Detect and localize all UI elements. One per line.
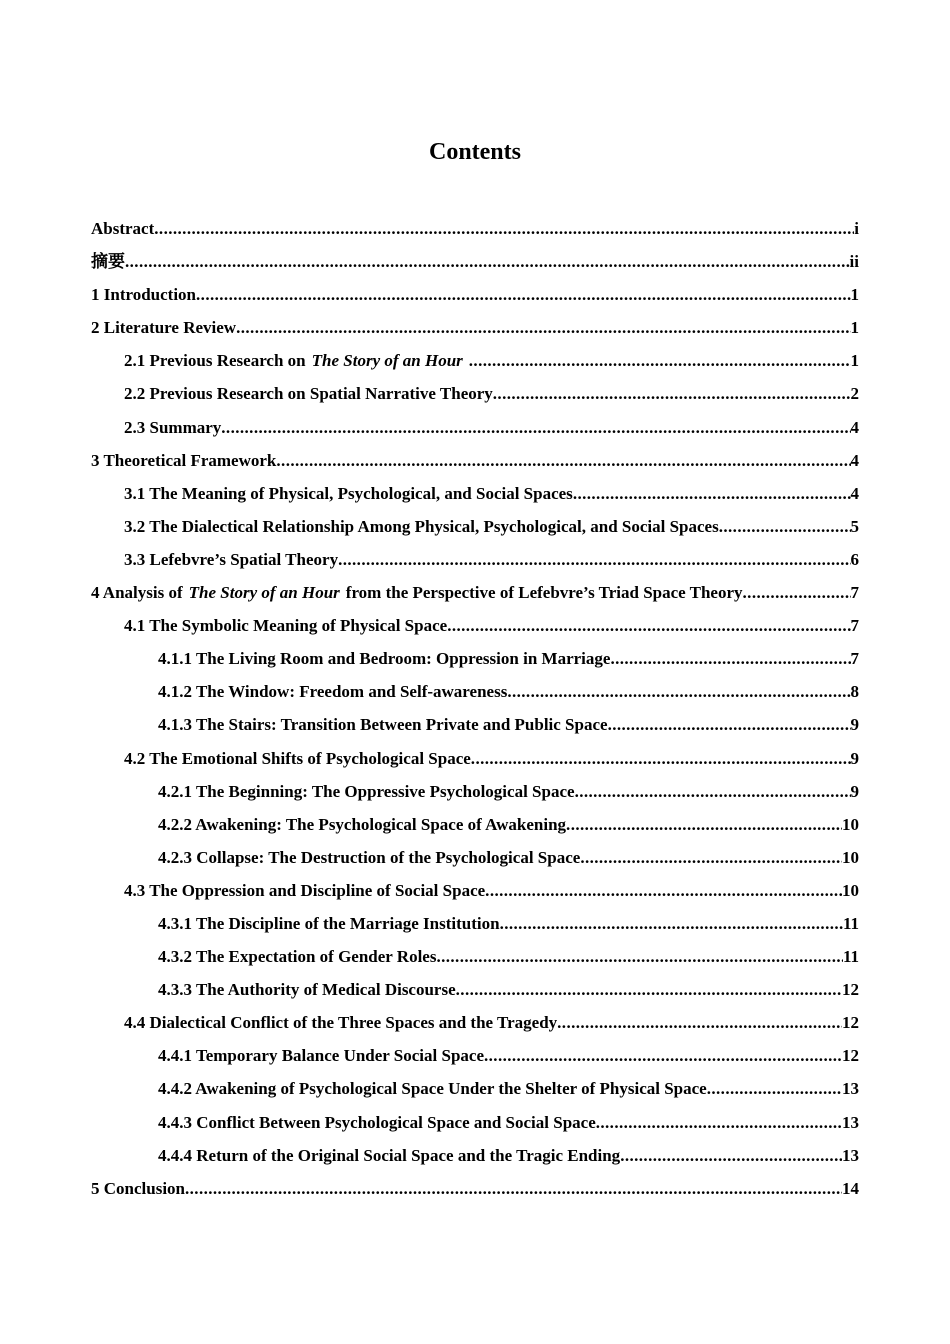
toc-entry-label bbox=[124, 609, 447, 642]
toc-entry-label bbox=[158, 1072, 707, 1105]
dot-leader bbox=[338, 543, 850, 576]
toc-entry-text: 2.3 Summary bbox=[124, 417, 222, 437]
toc-entry[interactable] bbox=[91, 1039, 859, 1072]
toc-entry-text: 4.3 The Oppression and Discipline of Social Space bbox=[124, 880, 486, 900]
toc-entry-text: 4.1.2 The Window: Freedom and Self-awareness bbox=[158, 682, 508, 702]
toc-entry[interactable] bbox=[91, 212, 859, 245]
page-title: Contents bbox=[428, 139, 521, 165]
dot-leader bbox=[436, 940, 842, 973]
toc-entry-text: 5 Conclusion bbox=[91, 1178, 185, 1198]
toc-page-number: 8 bbox=[850, 682, 859, 702]
dot-leader bbox=[557, 1006, 842, 1039]
toc-entry[interactable] bbox=[91, 411, 859, 444]
toc-entry[interactable] bbox=[91, 808, 859, 841]
toc-entry-text: Abstract bbox=[91, 219, 155, 238]
toc-entry-label bbox=[158, 675, 507, 708]
toc-page-number: 5 bbox=[850, 516, 859, 536]
toc-page-number: i bbox=[854, 219, 859, 238]
dot-leader bbox=[507, 675, 850, 708]
toc-entry-label bbox=[91, 444, 276, 477]
dot-leader bbox=[493, 377, 851, 410]
toc-entry-label bbox=[158, 1139, 620, 1172]
toc-entry-text: 4.2.1 The Beginning: The Oppressive Psychological Space bbox=[158, 781, 575, 801]
dot-leader bbox=[221, 411, 850, 444]
toc-entry-label bbox=[91, 245, 125, 278]
dot-leader bbox=[500, 907, 843, 940]
toc-entry-text: 2 Literature Review bbox=[91, 318, 237, 338]
toc-entry-text: 4.2.2 Awakening: The Psychological Space of Awakening bbox=[158, 814, 567, 834]
toc-entry-text: 摘要 bbox=[91, 252, 125, 272]
dot-leader bbox=[236, 311, 850, 344]
toc-entry-label bbox=[124, 377, 493, 410]
toc-entry[interactable] bbox=[91, 477, 859, 510]
dot-leader bbox=[484, 1039, 842, 1072]
toc-entry[interactable] bbox=[91, 675, 859, 708]
toc-entry-label bbox=[158, 973, 456, 1006]
toc-page-number: 14 bbox=[842, 1178, 859, 1198]
toc-entry-text: 4.4.1 Temporary Balance Under Social Space bbox=[158, 1046, 484, 1066]
toc-entry[interactable] bbox=[91, 1072, 859, 1105]
toc-entry-text: 3.1 The Meaning of Physical, Psychological, and Social Spaces bbox=[124, 483, 573, 503]
toc-page-number: 6 bbox=[850, 549, 859, 569]
toc-entry-text: 4.4.2 Awakening of Psychological Space Under the Shelter of Physical Space bbox=[158, 1079, 707, 1099]
toc-entry-work-title: The Story of an Hour bbox=[311, 351, 463, 371]
dot-leader bbox=[185, 1172, 842, 1205]
dot-leader bbox=[566, 808, 842, 841]
toc-entry[interactable] bbox=[91, 1106, 859, 1139]
toc-entry-work-title: The Story of an Hour bbox=[188, 583, 340, 603]
dot-leader bbox=[610, 642, 850, 675]
toc-entry[interactable] bbox=[91, 940, 859, 973]
toc-page-number: 4 bbox=[850, 483, 859, 503]
dot-leader bbox=[196, 278, 850, 311]
dot-leader bbox=[469, 344, 851, 377]
toc-entry-text: 2.2 Previous Research on Spatial Narrative Theory bbox=[124, 384, 493, 404]
toc-entry-label bbox=[158, 1039, 484, 1072]
toc-entry-label bbox=[158, 642, 610, 675]
toc-entry-label bbox=[124, 543, 338, 576]
toc-entry[interactable] bbox=[91, 543, 859, 576]
toc-page-number: 7 bbox=[850, 616, 859, 636]
toc-page-number: 12 bbox=[842, 1013, 859, 1033]
toc-page-number: 9 bbox=[850, 715, 859, 735]
dot-leader bbox=[580, 841, 842, 874]
toc-entry-label bbox=[158, 940, 436, 973]
toc-entry-text: 4.3.1 The Discipline of the Marriage Institution bbox=[158, 913, 500, 933]
dot-leader bbox=[573, 477, 851, 510]
toc-page-number: ii bbox=[849, 252, 859, 272]
toc-page-number: 12 bbox=[842, 1046, 859, 1066]
table-of-contents bbox=[91, 212, 859, 1205]
toc-entry[interactable] bbox=[91, 444, 859, 477]
toc-entry[interactable] bbox=[91, 377, 859, 410]
toc-entry-text: 4.1.1 The Living Room and Bedroom: Oppression in Marriage bbox=[158, 649, 611, 669]
toc-entry-label bbox=[91, 576, 743, 609]
toc-entry-label bbox=[91, 212, 154, 245]
toc-entry-label bbox=[91, 278, 196, 311]
dot-leader bbox=[608, 708, 851, 741]
toc-entry-text: 4.2.3 Collapse: The Destruction of the Psychological Space bbox=[158, 847, 581, 867]
toc-page-number: 12 bbox=[842, 980, 859, 1000]
toc-entry[interactable] bbox=[91, 344, 859, 377]
dot-leader bbox=[276, 444, 850, 477]
toc-entry[interactable] bbox=[91, 742, 859, 775]
toc-page-number: 13 bbox=[842, 1079, 859, 1099]
toc-entry[interactable] bbox=[91, 278, 859, 311]
toc-entry[interactable] bbox=[91, 1006, 859, 1039]
toc-entry-label bbox=[124, 411, 221, 444]
dot-leader bbox=[719, 510, 851, 543]
toc-entry[interactable] bbox=[91, 874, 859, 907]
toc-entry[interactable] bbox=[91, 609, 859, 642]
toc-entry-text: 4.4 Dialectical Conflict of the Three Spaces and the Tragedy bbox=[124, 1013, 558, 1033]
toc-entry-label bbox=[124, 510, 719, 543]
dot-leader bbox=[620, 1139, 842, 1172]
toc-entry-label bbox=[158, 841, 580, 874]
toc-page-number: 1 bbox=[850, 351, 859, 371]
toc-entry[interactable] bbox=[91, 642, 859, 675]
toc-entry-text: 4.1.3 The Stairs: Transition Between Private and Public Space bbox=[158, 715, 608, 735]
toc-page-number: 10 bbox=[842, 847, 859, 867]
toc-entry[interactable] bbox=[91, 311, 859, 344]
toc-page-number: 9 bbox=[850, 781, 859, 801]
toc-entry-label bbox=[158, 907, 500, 940]
toc-entry-label bbox=[124, 477, 573, 510]
dot-leader bbox=[707, 1072, 842, 1105]
toc-page-number: 10 bbox=[842, 880, 859, 900]
toc-entry-label bbox=[158, 1106, 596, 1139]
toc-page-number: 1 bbox=[850, 318, 859, 338]
toc-entry[interactable] bbox=[91, 708, 859, 741]
toc-entry[interactable] bbox=[91, 576, 859, 609]
toc-entry[interactable] bbox=[91, 973, 859, 1006]
toc-page-number: 4 bbox=[850, 417, 859, 437]
toc-entry-text: 2.1 Previous Research on bbox=[124, 351, 306, 371]
dot-leader bbox=[125, 245, 850, 278]
toc-page-number: 7 bbox=[850, 649, 859, 669]
toc-page-number: 13 bbox=[842, 1145, 859, 1165]
toc-entry-text: 4.2 The Emotional Shifts of Psychological Space bbox=[124, 748, 471, 768]
toc-entry-label bbox=[91, 1172, 185, 1205]
toc-page-number: 11 bbox=[842, 913, 859, 933]
toc-entry-label bbox=[158, 708, 608, 741]
toc-entry-text: 4.3.3 The Authority of Medical Discourse bbox=[158, 980, 456, 1000]
toc-page-number: 10 bbox=[842, 814, 859, 834]
toc-entry-label bbox=[124, 1006, 557, 1039]
toc-entry[interactable] bbox=[91, 1172, 859, 1205]
toc-entry-text: 4 Analysis of bbox=[91, 583, 183, 603]
toc-entry-text: 1 Introduction bbox=[91, 285, 197, 305]
toc-entry-label bbox=[158, 808, 566, 841]
toc-entry-text: 3 Theoretical Framework bbox=[91, 450, 277, 470]
dot-leader bbox=[743, 576, 851, 609]
toc-entry-label bbox=[158, 775, 575, 808]
toc-entry-text: 3.3 Lefebvre’s Spatial Theory bbox=[124, 549, 339, 569]
toc-entry-text: 4.4.3 Conflict Between Psychological Space and Social Space bbox=[158, 1112, 596, 1132]
toc-entry-label bbox=[124, 344, 469, 377]
toc-page-number: 7 bbox=[850, 583, 859, 603]
toc-entry[interactable] bbox=[91, 1139, 859, 1172]
toc-entry-label bbox=[124, 742, 471, 775]
toc-entry-label bbox=[91, 311, 236, 344]
toc-entry[interactable] bbox=[91, 907, 859, 940]
toc-entry-text: 3.2 The Dialectical Relationship Among Physical, Psychological, and Social Spaces bbox=[124, 516, 719, 536]
toc-entry[interactable] bbox=[91, 775, 859, 808]
toc-page-number: 13 bbox=[842, 1112, 859, 1132]
toc-entry[interactable] bbox=[91, 510, 859, 543]
toc-page-number: 9 bbox=[850, 748, 859, 768]
dot-leader bbox=[447, 609, 850, 642]
toc-entry[interactable] bbox=[91, 245, 859, 278]
toc-page-number: 4 bbox=[850, 450, 859, 470]
dot-leader bbox=[154, 212, 854, 245]
dot-leader bbox=[471, 742, 851, 775]
dot-leader bbox=[575, 775, 851, 808]
toc-entry-label bbox=[124, 874, 485, 907]
toc-page-number: 1 bbox=[850, 285, 859, 305]
dot-leader bbox=[456, 973, 842, 1006]
toc-entry[interactable] bbox=[91, 841, 859, 874]
dot-leader bbox=[596, 1106, 842, 1139]
dot-leader bbox=[485, 874, 842, 907]
toc-page-number: 2 bbox=[850, 384, 859, 404]
toc-entry-text-continued: from the Perspective of Lefebvre’s Triad Space Theory bbox=[345, 583, 743, 603]
toc-page-number: 11 bbox=[842, 947, 859, 967]
toc-entry-text: 4.4.4 Return of the Original Social Space and the Tragic Ending bbox=[158, 1145, 621, 1165]
toc-entry-text: 4.3.2 The Expectation of Gender Roles bbox=[158, 947, 437, 967]
toc-entry-text: 4.1 The Symbolic Meaning of Physical Space bbox=[124, 616, 448, 636]
